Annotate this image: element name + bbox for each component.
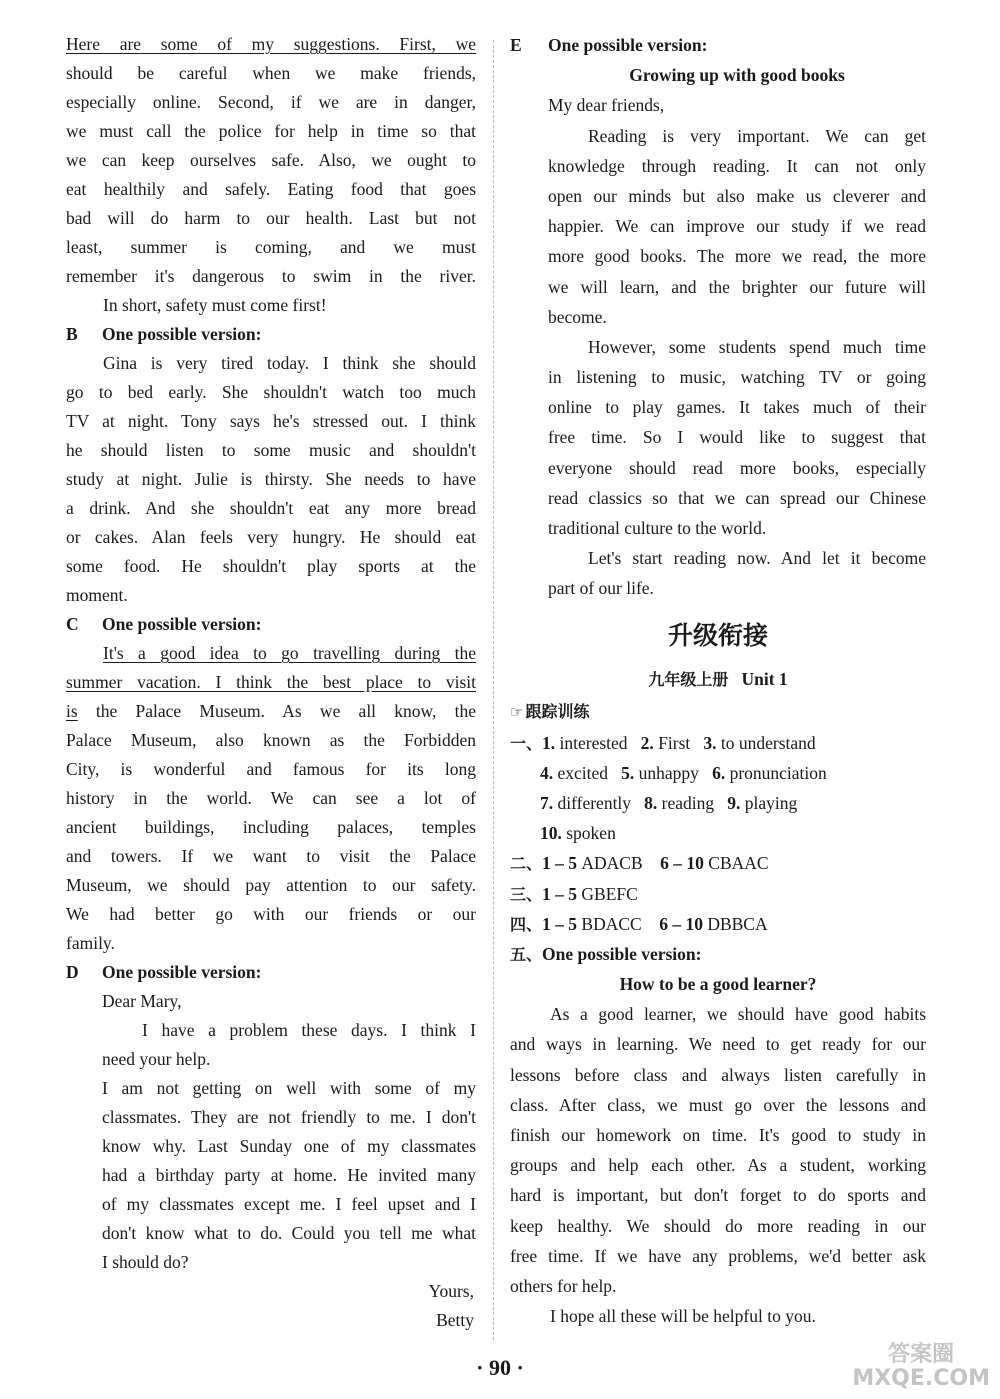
unit-label: Unit 1 bbox=[741, 668, 788, 689]
answer-text: spoken bbox=[561, 823, 616, 844]
section-e bbox=[510, 30, 926, 604]
answer-text: unhappy bbox=[634, 762, 699, 783]
text-line: in listening to music, watching TV or going bbox=[548, 367, 926, 388]
answer-row bbox=[510, 788, 926, 818]
track-training-label bbox=[510, 696, 926, 728]
letter-greeting: My dear friends, bbox=[548, 95, 665, 116]
answer-number: 6. bbox=[712, 762, 726, 783]
text-line: Palace Museum, also known as the Forbidden bbox=[66, 730, 476, 750]
answers-part-3 bbox=[510, 879, 926, 909]
text-line: I have a problem these days. I think I bbox=[142, 1020, 476, 1040]
answer-key: CBAAC bbox=[708, 853, 769, 874]
answers-part-5-header bbox=[510, 939, 926, 969]
answer-number: 7. bbox=[540, 792, 554, 813]
text-line: we can keep ourselves safe. Also, we ought to bbox=[66, 150, 476, 170]
text-line: TV at night. Tony says he's stressed out. I think bbox=[66, 411, 476, 431]
text-line: keep healthy. We should do more reading in our bbox=[510, 1215, 926, 1236]
answer-number: 10. bbox=[540, 823, 562, 844]
watermark-url: MXQE.COM bbox=[852, 1366, 990, 1391]
answer-text: reading bbox=[657, 792, 715, 813]
text-line: It's a good idea to go travelling during the bbox=[103, 643, 476, 663]
text-line: had a birthday party at home. He invited many bbox=[102, 1165, 476, 1185]
answer-number: 5. bbox=[621, 762, 635, 783]
text-line: I am not getting on well with some of my bbox=[102, 1078, 476, 1098]
letter-greeting: Dear Mary, bbox=[102, 991, 182, 1011]
text-line: classmates. They are not friendly to me. I don't bbox=[102, 1107, 476, 1127]
text-line: don't know what to do. Could you tell me what bbox=[102, 1223, 476, 1243]
text-line: As a good learner, we should have good habits bbox=[550, 1004, 926, 1025]
text-line: In short, safety must come first! bbox=[103, 295, 327, 315]
answer-range: 6 – 10 bbox=[660, 853, 704, 874]
text-line: groups and help each other. As a student, working bbox=[510, 1155, 926, 1176]
text-line: especially online. Second, if we are in danger, bbox=[66, 92, 476, 112]
answer-text: playing bbox=[740, 792, 798, 813]
text-line: open our minds but also make us cleverer and bbox=[548, 185, 926, 206]
text-line: go to bed early. She shouldn't watch too much bbox=[66, 382, 476, 402]
answer-text: excited bbox=[553, 762, 609, 783]
text-line: We had better go with our friends or our bbox=[66, 904, 476, 924]
part-label: 五、 bbox=[510, 944, 543, 964]
answer-text: pronunciation bbox=[725, 762, 827, 783]
text-line: summer vacation. I think the best place to visit bbox=[66, 672, 476, 692]
text-line: I should do? bbox=[102, 1252, 189, 1272]
section-header bbox=[66, 320, 476, 349]
letter-signature: Betty bbox=[436, 1310, 474, 1330]
text-line: ancient buildings, including palaces, temples bbox=[66, 817, 476, 837]
text-line: know why. Last Sunday one of my classmates bbox=[102, 1136, 476, 1156]
answer-row bbox=[510, 818, 926, 848]
text-line: history in the world. We can see a lot of bbox=[66, 788, 476, 808]
text-line: Reading is very important. We can get bbox=[588, 125, 926, 146]
text-line: family. bbox=[66, 933, 115, 953]
answers-part-4 bbox=[510, 909, 926, 939]
answers-part-1 bbox=[510, 728, 926, 849]
text-line: should be careful when we make friends, bbox=[66, 63, 476, 83]
text-line: Gina is very tired today. I think she should bbox=[103, 353, 476, 373]
text-line: everyone should read more books, especially bbox=[548, 457, 926, 478]
answer-range: 1 – 5 bbox=[542, 883, 578, 904]
text-line: remember it's dangerous to swim in the river. bbox=[66, 266, 476, 286]
answer-number: 9. bbox=[727, 792, 741, 813]
answer-text: First bbox=[653, 732, 691, 753]
answer-number: 3. bbox=[703, 732, 717, 753]
section-c bbox=[66, 610, 476, 958]
essay-title: Growing up with good books bbox=[629, 65, 845, 86]
section-letter: D bbox=[66, 962, 79, 982]
part-label: 三、 bbox=[510, 884, 543, 904]
text-line: City, is wonderful and famous for its long bbox=[66, 759, 476, 779]
answer-text: to understand bbox=[716, 732, 816, 753]
answer-number: 8. bbox=[644, 792, 658, 813]
part-label: 一、 bbox=[510, 733, 543, 753]
text-line: class. After class, we must go over the lessons and bbox=[510, 1094, 926, 1115]
text-line: more good books. The more we read, the more bbox=[548, 246, 926, 267]
section-d bbox=[66, 958, 476, 1335]
text-line: lessons before class and always listen carefully in bbox=[510, 1064, 926, 1085]
text-line: least, summer is coming, and we must bbox=[66, 237, 476, 257]
text-line: we must call the police for help in time so that bbox=[66, 121, 476, 141]
text-line: free time. So I would like to suggest that bbox=[548, 427, 926, 448]
answer-number: 2. bbox=[640, 732, 654, 753]
text-line: online to play games. It takes much of their bbox=[548, 397, 926, 418]
pointing-hand-icon: ☞ bbox=[510, 702, 524, 721]
section-header bbox=[66, 610, 476, 639]
text-line: become. bbox=[548, 306, 607, 327]
grade-label: 九年级上册 bbox=[648, 669, 729, 689]
track-label-text: 跟踪训练 bbox=[525, 701, 590, 721]
text-line: hard is important, but don't forget to do sports and bbox=[510, 1185, 926, 1206]
answer-row bbox=[510, 758, 926, 788]
page-number: · 90 · bbox=[476, 1355, 524, 1380]
text-line: finish our homework on time. It's good to study in bbox=[510, 1125, 926, 1145]
section-header-label: One possible version: bbox=[548, 35, 708, 55]
section-header-label: One possible version: bbox=[102, 962, 262, 982]
text-line: traditional culture to the world. bbox=[548, 518, 767, 538]
answer-key: BDACC bbox=[581, 913, 642, 934]
letter-closing: Yours, bbox=[428, 1281, 474, 1301]
watermark-logo bbox=[852, 1343, 990, 1391]
text-line: a drink. And she shouldn't eat any more bread bbox=[66, 498, 476, 518]
unit-heading bbox=[510, 662, 926, 696]
text-line: and ways in learning. We need to get ready for our bbox=[510, 1034, 926, 1055]
answer-key: ADACB bbox=[581, 853, 643, 874]
answer-number: 1. bbox=[542, 732, 556, 753]
answer-range: 1 – 5 bbox=[542, 913, 578, 934]
essay-good-learner bbox=[510, 969, 926, 1331]
answer-key: DBBCA bbox=[707, 913, 768, 934]
section-header-label: One possible version: bbox=[102, 614, 262, 634]
text-line: I hope all these will be helpful to you. bbox=[550, 1306, 816, 1327]
answer-row bbox=[510, 728, 926, 758]
text-line: or cakes. Alan feels very hungry. He should eat bbox=[66, 527, 476, 547]
text-line: moment. bbox=[66, 585, 128, 605]
left-column bbox=[66, 30, 476, 1335]
essay-title: How to be a good learner? bbox=[619, 974, 817, 995]
section-a-continued bbox=[66, 30, 476, 320]
answer-range: 6 – 10 bbox=[659, 913, 703, 934]
text-line: bad will do harm to our health. Last but not bbox=[66, 208, 476, 228]
underlined-word: is bbox=[66, 701, 78, 721]
text-line: and towers. If we want to visit the Palace bbox=[66, 846, 476, 866]
section-header bbox=[510, 30, 926, 60]
text-line: read classics so that we can spread our Chinese bbox=[548, 487, 926, 508]
text-line: study at night. Julie is thirsty. She needs to have bbox=[66, 469, 476, 489]
text-line: he should listen to some music and shouldn't bbox=[66, 440, 476, 460]
part-label: 二、 bbox=[510, 854, 543, 874]
text-span: the Palace Museum. As we all know, the bbox=[77, 701, 476, 721]
text-line: However, some students spend much time bbox=[588, 336, 926, 357]
section-letter: E bbox=[510, 35, 522, 55]
text-line: need your help. bbox=[102, 1049, 211, 1069]
answer-key: GBEFC bbox=[581, 883, 638, 904]
text-line: of my classmates except me. I feel upset and I bbox=[102, 1194, 476, 1214]
text-line: we will learn, and the brighter our future will bbox=[548, 276, 926, 297]
answer-text: differently bbox=[553, 792, 632, 813]
part-label: 四、 bbox=[510, 914, 543, 934]
section-letter: C bbox=[66, 614, 79, 634]
section-b bbox=[66, 320, 476, 610]
text-line bbox=[66, 697, 476, 726]
column-divider bbox=[493, 40, 495, 1340]
answer-range: 1 – 5 bbox=[542, 853, 578, 874]
right-column bbox=[510, 30, 926, 1331]
answer-text: interested bbox=[555, 732, 628, 753]
text-line: some food. He shouldn't play sports at the bbox=[66, 556, 476, 576]
section-letter: B bbox=[66, 324, 78, 344]
text-line: Museum, we should pay attention to our safety. bbox=[66, 875, 476, 895]
text-line: happier. We can improve our study if we read bbox=[548, 216, 926, 237]
section-header-label: One possible version: bbox=[542, 943, 702, 964]
text-line: Let's start reading now. And let it become bbox=[588, 548, 926, 569]
text-line: part of our life. bbox=[548, 578, 654, 599]
answer-number: 4. bbox=[540, 762, 554, 783]
text-line: eat healthily and safely. Eating food that goes bbox=[66, 179, 476, 199]
text-line: knowledge through reading. It can not only bbox=[548, 155, 926, 176]
watermark-text: 答案圈 bbox=[888, 1342, 955, 1367]
section-title: 升级衔接 bbox=[667, 620, 768, 650]
section-header-label: One possible version: bbox=[102, 324, 262, 344]
text-line: others for help. bbox=[510, 1275, 617, 1296]
text-line: free time. If we have any problems, we'd better ask bbox=[510, 1245, 926, 1266]
text-line: Here are some of my suggestions. First, we bbox=[66, 34, 476, 54]
answers-part-2 bbox=[510, 848, 926, 878]
section-header bbox=[66, 958, 476, 987]
